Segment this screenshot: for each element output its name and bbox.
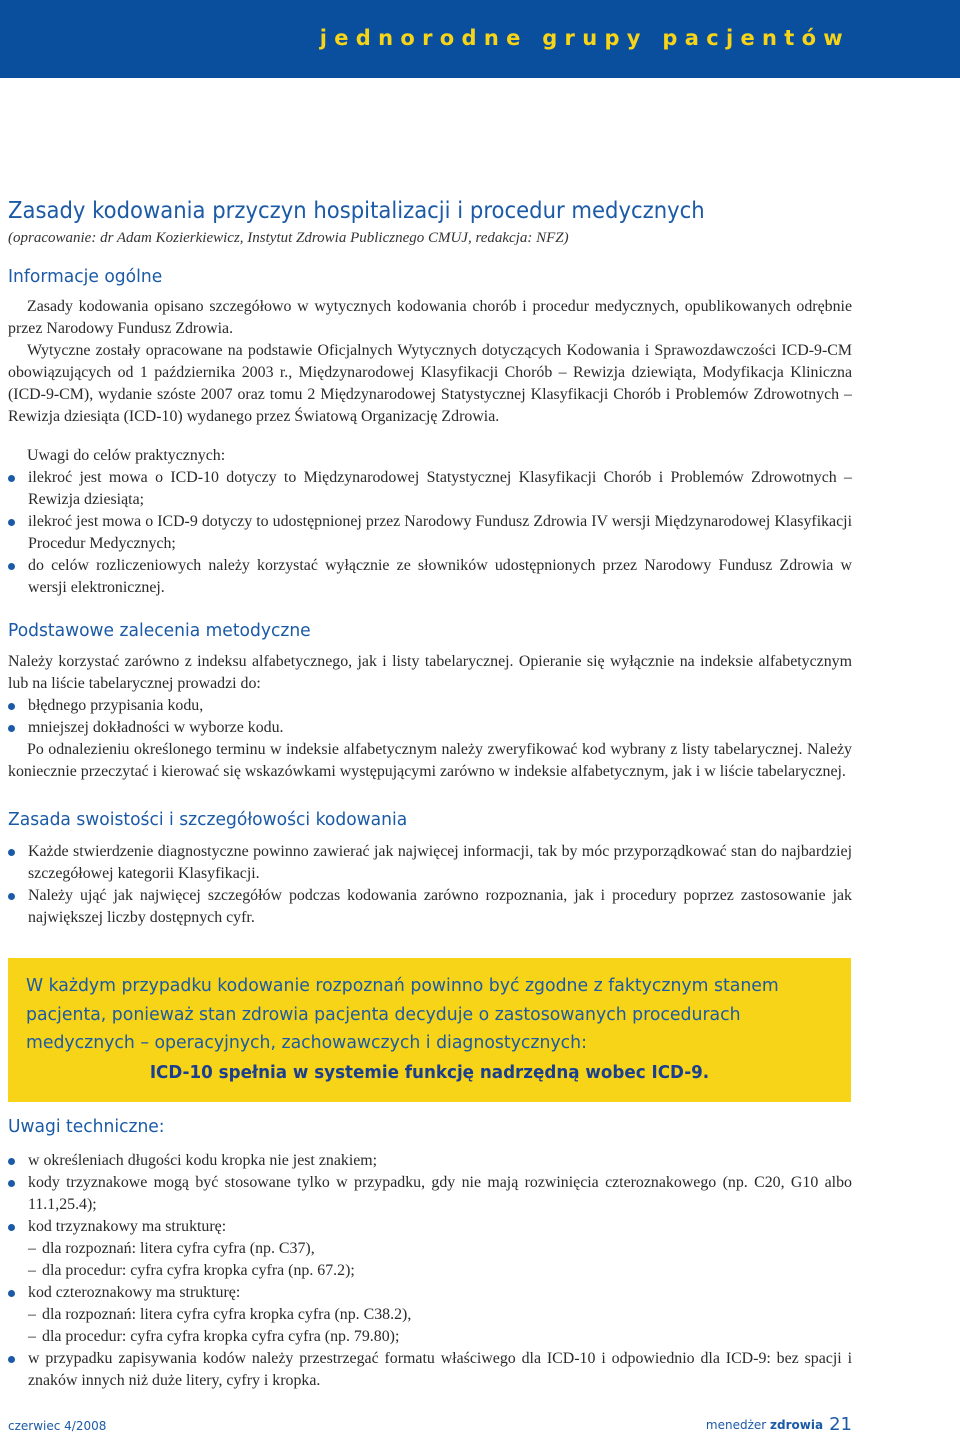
sub-list-item: – dla rozpoznań: litera cyfra cyfra (np. C37),: [8, 1238, 852, 1260]
dash-icon: –: [28, 1328, 36, 1345]
bullet-icon: [8, 849, 15, 856]
general-paragraph-1: Zasady kodowania opisano szczegółowo w wytycznych kodowania chorób i procedur medycznych, opublikowanych odrębnie przez Narodowy Fundusz Zdrowia.: [8, 298, 852, 337]
article-body: [8, 194, 852, 929]
bullet-icon: [8, 563, 15, 570]
bullet-icon: [8, 1224, 15, 1231]
list-item: mniejszej dokładności w wyborze kodu.: [8, 717, 852, 739]
list-item: błędnego przypisania kodu,: [8, 695, 852, 717]
bullet-icon: [8, 519, 15, 526]
list-item: kod czteroznakowy ma strukturę:: [8, 1282, 852, 1304]
list-item: w przypadku zapisywania kodów należy przestrzegać formatu właściwego dla ICD-10 i odpowiednio dla ICD-9: bez spacji i znaków innych niż duże litery, cyfry i kropka.: [8, 1348, 852, 1392]
list-item: ilekroć jest mowa o ICD-10 dotyczy to Międzynarodowej Statystycznej Klasyfikacji Chorób i Problemów Zdrowotnych – Rewizja dziesiąta;: [8, 467, 852, 511]
article-subtitle: (opracowanie: dr Adam Kozierkiewicz, Instytut Zdrowia Publicznego CMUJ, redakcja: NFZ): [8, 230, 569, 246]
general-paragraph-2: Wytyczne zostały opracowane na podstawie Oficjalnych Wytycznych dotyczących Kodowania i Sprawozdawczości ICD-9-CM obowiązujących od 1 października 2003 r., Międzynarodowej Klasyfikacji Chorób – Rewizja dziewiąta, Modyfikacja Kliniczna (ICD-9-CM), wydanie szóste 2007 oraz tomu 2 Międzynarodowej Statystycznej Klasyfikacji Chorób i Problemów Zdrowotnych – Rewizja dziesiąta (ICD-10) wydanego przez Światową Organizację Zdrowia.: [8, 342, 852, 425]
list-item: kody trzyznakowe mogą być stosowane tylko w przypadku, gdy nie mają rozwinięcia czteroznakowego (np. C20, G10 albo 11.1,25.4);: [8, 1172, 852, 1216]
technical-list-2: [8, 1282, 852, 1304]
bullet-icon: [8, 725, 15, 732]
list-item: Należy ująć jak najwięcej szczegółów podczas kodowania zarówno rozpoznania, jak i procedury poprzez zastosowanie jak największej liczby dostępnych cyfr.: [8, 885, 852, 929]
footer-issue: czerwiec 4/2008: [8, 1419, 107, 1433]
magazine-name: menedżer zdrowia: [705, 1418, 824, 1432]
method-paragraph-2: Po odnalezieniu określonego terminu w indeksie alfabetycznym należy zweryfikować kod wybrany z listy tabelarycznej. Należy koniecznie przeczytać i kierować się wskazówkami występującymi zarówno w indeksie alfabetycznym, jak i w liście tabelarycznej.: [8, 741, 852, 780]
dash-icon: –: [28, 1262, 36, 1279]
page-number: 21: [829, 1414, 852, 1435]
article-title: Zasady kodowania przyczyn hospitalizacji i procedur medycznych: [8, 198, 705, 224]
list-item: kod trzyznakowy ma strukturę:: [8, 1216, 852, 1238]
list-item: Każde stwierdzenie diagnostyczne powinno zawierać jak najwięcej informacji, tak by móc przyporządkować stan do najbardziej szczegółowej kategorii Klasyfikacji.: [8, 841, 852, 885]
header-band: [0, 0, 960, 78]
technical-list: [8, 1150, 852, 1238]
practical-intro: Uwagi do celów praktycznych:: [27, 447, 226, 464]
bullet-icon: [8, 703, 15, 710]
dash-icon: –: [28, 1306, 36, 1323]
bullet-icon: [8, 1356, 15, 1363]
sub-list-item: – dla procedur: cyfra cyfra kropka cyfra (np. 67.2);: [8, 1260, 852, 1282]
heading-technical: Uwagi techniczne:: [8, 1116, 165, 1137]
highlight-text: W każdym przypadku kodowanie rozpoznań powinno być zgodne z faktycznym stanem pacjenta, ponieważ stan zdrowia pacjenta decyduje o zastosowanych procedurach medycznych – operacyjnych, zachowawczych i diagnostycznych:: [26, 975, 779, 1053]
technical-list-3: [8, 1348, 852, 1392]
heading-general: Informacje ogólne: [8, 266, 163, 287]
bullet-icon: [8, 893, 15, 900]
method-paragraph-1: Należy korzystać zarówno z indeksu alfabetycznego, jak i listy tabelarycznej. Opieranie się wyłącznie na indeksie alfabetycznym lub na liście tabelarycznej prowadzi do:: [8, 653, 852, 692]
sub-list-item: – dla rozpoznań: litera cyfra cyfra kropka cyfra (np. C38.2),: [8, 1304, 852, 1326]
practical-list: [8, 467, 852, 599]
heading-specificity: Zasada swoistości i szczegółowości kodowania: [8, 809, 408, 830]
list-item: do celów rozliczeniowych należy korzystać wyłącznie ze słowników udostępnionych przez Narodowy Fundusz Zdrowia w wersji elektronicznej.: [8, 555, 852, 599]
bullet-icon: [8, 1290, 15, 1297]
bullet-icon: [8, 1158, 15, 1165]
technical-section: [8, 1114, 852, 1392]
bullet-icon: [8, 475, 15, 482]
highlight-box: [8, 958, 851, 1102]
bullet-icon: [8, 1180, 15, 1187]
footer-magazine: [706, 1414, 852, 1435]
heading-method: Podstawowe zalecenia metodyczne: [8, 620, 311, 641]
method-list: [8, 695, 852, 739]
dash-icon: –: [28, 1240, 36, 1257]
sub-list-item: – dla procedur: cyfra cyfra kropka cyfra cyfra (np. 79.80);: [8, 1326, 852, 1348]
specificity-list: [8, 841, 852, 929]
list-item: ilekroć jest mowa o ICD-9 dotyczy to udostępnionej przez Narodowy Fundusz Zdrowia IV wersji Międzynarodowej Klasyfikacji Procedur Medycznych;: [8, 511, 852, 555]
section-title: jednorodne grupy pacjentów: [319, 26, 850, 50]
list-item: w określeniach długości kodu kropka nie jest znakiem;: [8, 1150, 852, 1172]
highlight-conclusion: ICD-10 spełnia w systemie funkcję nadrzędną wobec ICD-9.: [149, 1061, 710, 1083]
